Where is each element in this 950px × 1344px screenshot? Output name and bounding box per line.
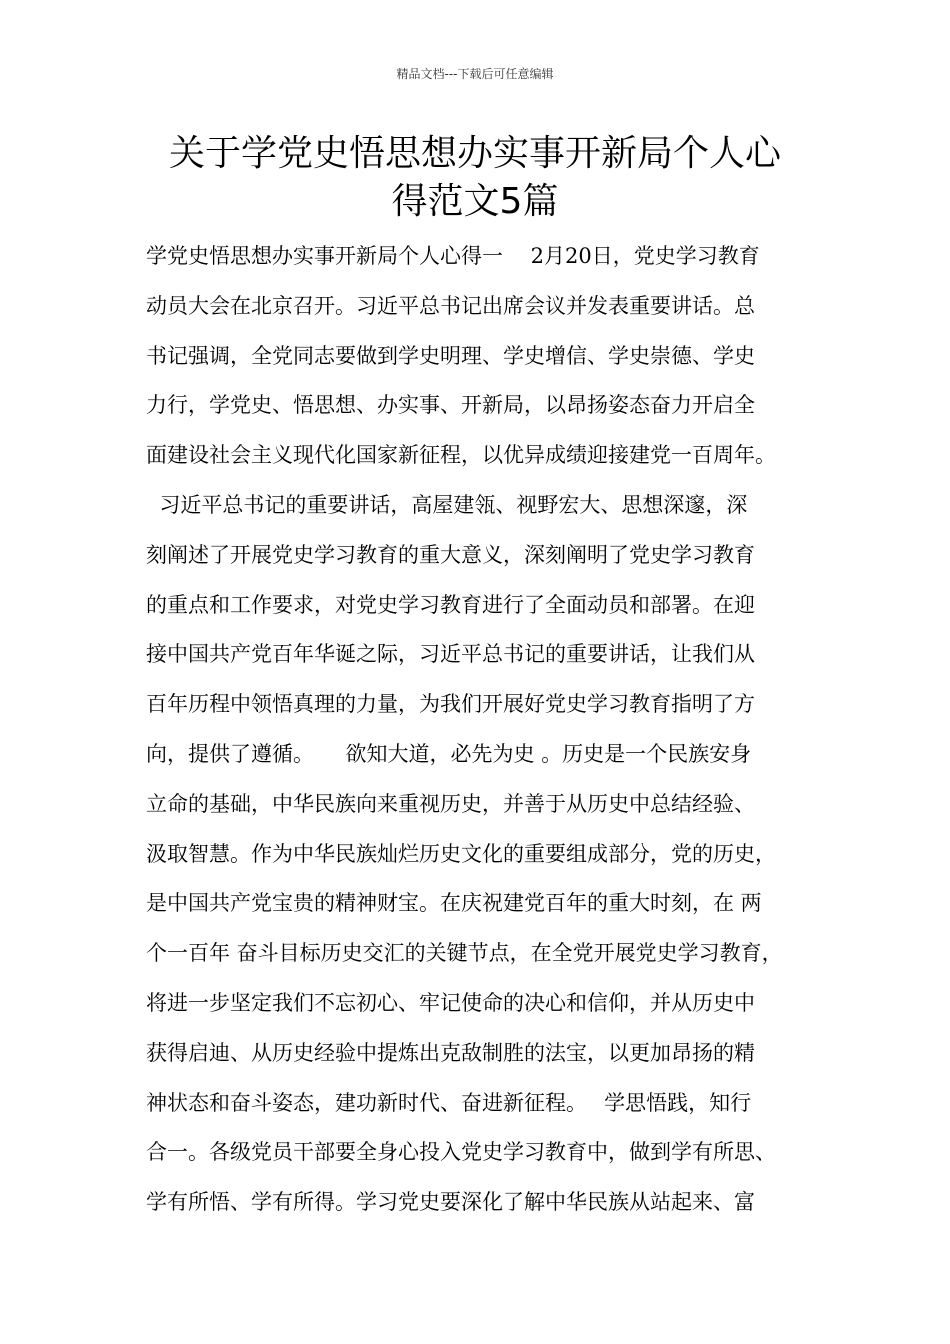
header-note: 精品文档---下载后可任意编辑 (396, 67, 554, 81)
body-line: 获得启迪、从历史经验中提炼出克敌制胜的法宝，以更加昂扬的精 (146, 1040, 755, 1065)
body-line: 面建设社会主义现代化国家新征程，以优异成绩迎接建党一百周年。 (146, 443, 776, 468)
document-title (120, 130, 830, 226)
body-line: 汲取智慧。作为中华民族灿烂历史文化的重要组成部分，党的历史， (146, 841, 776, 866)
body-line: 个一百年 奋斗目标历史交汇的关键节点，在全党开展党史学习教育， (146, 941, 783, 966)
body-line: 立命的基础，中华民族向来重视历史，并善于从历史中总结经验、 (146, 791, 755, 816)
title-line-1: 关于学党史悟思想办实事开新局个人心 (168, 133, 781, 174)
title-line-2: 得范文5篇 (391, 181, 559, 222)
body-line: 刻阐述了开展党史学习教育的重大意义，深刻阐明了党史学习教育 (146, 542, 755, 567)
body-line: 向，提供了遵循。 欲知大道，必先为史 。历史是一个民族安身 (146, 741, 752, 766)
body-line: 是中国共产党宝贵的精神财宝。在庆祝建党百年的重大时刻，在 两 (146, 891, 762, 916)
body-line: 的重点和工作要求，对党史学习教育进行了全面动员和部署。在迎 (146, 592, 755, 617)
body-line: 习近平总书记的重要讲话，高屋建瓴、视野宏大、思想深邃，深 (146, 492, 748, 517)
body-line: 将进一步坚定我们不忘初心、牢记使命的决心和信仰，并从历史中 (146, 990, 755, 1015)
body-line: 学党史悟思想办实事开新局个人心得一 2月20日，党史学习教育 (146, 244, 760, 268)
body-line: 力行，学党史、悟思想、办实事、开新局，以昂扬姿态奋力开启全 (146, 393, 755, 418)
body-line: 动员大会在北京召开。习近平总书记出席会议并发表重要讲话。总 (146, 293, 755, 318)
body-line: 书记强调，全党同志要做到学史明理、学史增信、学史崇德、学史 (146, 343, 755, 368)
body-line: 百年历程中领悟真理的力量，为我们开展好党史学习教育指明了方 (146, 692, 755, 717)
document-body (146, 232, 822, 1228)
body-line: 神状态和奋斗姿态，建功新时代、奋进新征程。 学思悟践，知行 (146, 1090, 752, 1115)
body-line: 合一。各级党员干部要全身心投入党史学习教育中，做到学有所思、 (146, 1140, 776, 1165)
body-line: 接中国共产党百年华诞之际，习近平总书记的重要讲话，让我们从 (146, 642, 755, 667)
body-line: 学有所悟、学有所得。学习党史要深化了解中华民族从站起来、富 (146, 1190, 755, 1215)
